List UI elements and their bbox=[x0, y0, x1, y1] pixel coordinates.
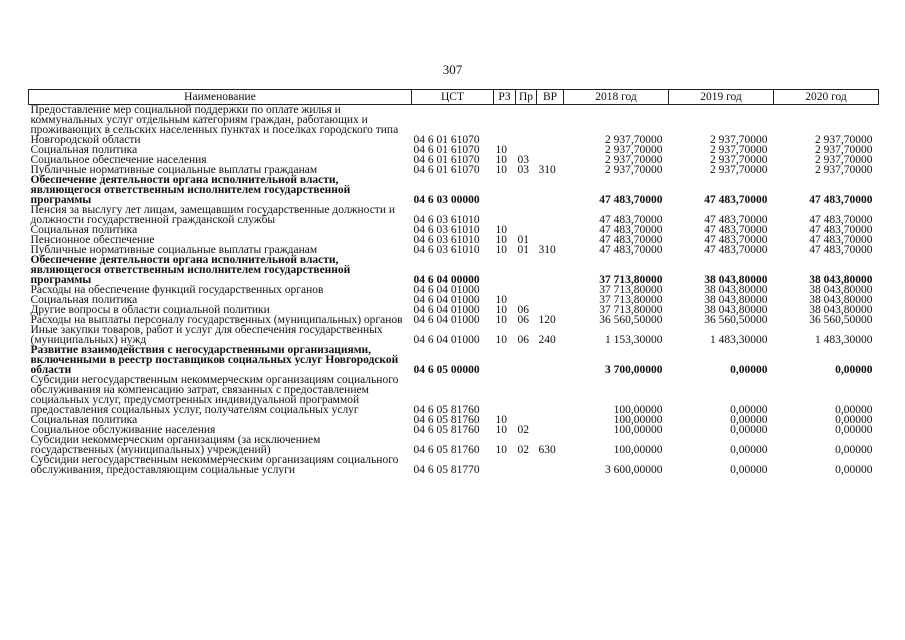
row-rz bbox=[494, 255, 516, 285]
row-value-2019: 0,00000 bbox=[730, 364, 768, 376]
row-cst: 04 6 05 81760 bbox=[413, 444, 480, 456]
row-vr bbox=[537, 455, 564, 475]
row-vr bbox=[537, 345, 564, 375]
row-pr: 03 bbox=[517, 154, 529, 166]
row-vr bbox=[537, 295, 564, 305]
row-name: Субсидии негосударственным некоммерческим организациям социального обслуживания на компенсацию затрат, связанных с предоставлением социальных услуг, предусмотренных индивидуальной программой предоставления социальных услуг, получателям социальных услуг bbox=[30, 374, 399, 416]
row-cst: 04 6 05 81760 bbox=[413, 424, 480, 436]
row-value-2020: 38 043,80000 bbox=[809, 294, 873, 306]
table-row bbox=[29, 255, 879, 285]
row-value-2018: 36 560,50000 bbox=[599, 314, 663, 326]
row-value-2018: 2 937,70000 bbox=[605, 134, 663, 146]
row-vr bbox=[537, 375, 564, 415]
header-vr: ВР bbox=[537, 90, 564, 105]
row-rz bbox=[494, 105, 516, 146]
row-value-2019: 0,00000 bbox=[730, 404, 768, 416]
row-value-2020: 36 560,50000 bbox=[809, 314, 873, 326]
row-value-2018: 47 483,70000 bbox=[599, 224, 663, 236]
row-vr bbox=[537, 175, 564, 205]
row-pr bbox=[516, 205, 537, 225]
row-value-2019: 2 937,70000 bbox=[710, 164, 768, 176]
row-value-2018: 37 713,80000 bbox=[599, 304, 663, 316]
row-value-2020: 2 937,70000 bbox=[815, 154, 873, 166]
row-value-2020: 0,00000 bbox=[835, 464, 873, 476]
row-vr bbox=[537, 255, 564, 285]
row-cst: 04 6 03 00000 bbox=[413, 194, 480, 206]
row-vr: 310 bbox=[538, 244, 556, 256]
header-2020: 2020 год bbox=[774, 90, 879, 105]
row-value-2018: 37 713,80000 bbox=[599, 294, 663, 306]
row-pr bbox=[516, 175, 537, 205]
row-value-2020: 38 043,80000 bbox=[809, 274, 873, 286]
row-cst: 04 6 03 61010 bbox=[413, 244, 480, 256]
row-value-2019: 2 937,70000 bbox=[710, 134, 768, 146]
header-2019: 2019 год bbox=[669, 90, 774, 105]
table-body bbox=[29, 105, 879, 476]
row-value-2020: 47 483,70000 bbox=[809, 234, 873, 246]
row-cst: 04 6 01 61070 bbox=[413, 134, 480, 146]
row-rz bbox=[494, 175, 516, 205]
row-rz: 10 bbox=[495, 144, 507, 156]
row-vr: 310 bbox=[538, 164, 556, 176]
row-cst: 04 6 04 01000 bbox=[413, 334, 480, 346]
row-value-2019: 2 937,70000 bbox=[710, 144, 768, 156]
row-value-2020: 47 483,70000 bbox=[809, 224, 873, 236]
row-pr: 06 bbox=[517, 334, 529, 346]
row-value-2019: 47 483,70000 bbox=[704, 234, 768, 246]
row-value-2018: 37 713,80000 bbox=[599, 274, 663, 286]
row-value-2018: 100,00000 bbox=[613, 404, 663, 416]
row-value-2019: 2 937,70000 bbox=[710, 154, 768, 166]
header-name: Наименование bbox=[29, 90, 412, 105]
row-value-2019: 38 043,80000 bbox=[704, 294, 768, 306]
row-cst: 04 6 01 61070 bbox=[413, 164, 480, 176]
row-name: Иные закупки товаров, работ и услуг для обеспечения государственных (муниципальных) нужд bbox=[30, 324, 383, 346]
row-value-2019: 36 560,50000 bbox=[704, 314, 768, 326]
row-name: Публичные нормативные социальные выплаты гражданам bbox=[30, 164, 318, 176]
row-pr bbox=[516, 255, 537, 285]
row-vr bbox=[537, 285, 564, 295]
header-pr: Пр bbox=[516, 90, 537, 105]
table-row bbox=[29, 435, 879, 455]
row-pr: 06 bbox=[517, 314, 529, 326]
header-cst: ЦСТ bbox=[412, 90, 494, 105]
row-rz: 10 bbox=[495, 424, 507, 436]
row-rz: 10 bbox=[495, 314, 507, 326]
row-value-2018: 1 153,30000 bbox=[605, 334, 663, 346]
row-value-2020: 38 043,80000 bbox=[809, 284, 873, 296]
row-value-2018: 100,00000 bbox=[613, 444, 663, 456]
row-name: Публичные нормативные социальные выплаты гражданам bbox=[30, 244, 318, 256]
row-pr bbox=[516, 375, 537, 415]
row-value-2019: 47 483,70000 bbox=[704, 214, 768, 226]
row-value-2020: 0,00000 bbox=[835, 414, 873, 426]
row-value-2019: 38 043,80000 bbox=[704, 274, 768, 286]
row-value-2018: 47 483,70000 bbox=[599, 234, 663, 246]
row-cst: 04 6 05 81760 bbox=[413, 414, 480, 426]
row-value-2018: 47 483,70000 bbox=[599, 244, 663, 256]
row-rz: 10 bbox=[495, 444, 507, 456]
row-value-2019: 0,00000 bbox=[730, 424, 768, 436]
row-rz: 10 bbox=[495, 164, 507, 176]
row-value-2020: 0,00000 bbox=[835, 444, 873, 456]
row-rz: 10 bbox=[495, 154, 507, 166]
row-value-2019: 47 483,70000 bbox=[704, 194, 768, 206]
row-name: Расходы на обеспечение функций государственных органов bbox=[30, 284, 324, 296]
row-cst: 04 6 01 61070 bbox=[413, 154, 480, 166]
row-name: Субсидии негосударственным некоммерческим организациям социального обслуживания, предоставляющим социальные услуги bbox=[30, 454, 399, 476]
table-row bbox=[29, 455, 879, 475]
row-vr: 630 bbox=[538, 444, 556, 456]
row-name: Расходы на выплаты персоналу государственных (муниципальных) органов bbox=[30, 314, 403, 326]
row-pr bbox=[516, 285, 537, 295]
row-cst: 04 6 05 81770 bbox=[413, 464, 480, 476]
row-rz: 10 bbox=[495, 294, 507, 306]
row-pr: 02 bbox=[517, 424, 529, 436]
row-vr: 240 bbox=[538, 334, 556, 346]
row-cst: 04 6 04 01000 bbox=[413, 294, 480, 306]
row-name: Другие вопросы в области социальной политики bbox=[30, 304, 270, 316]
row-cst: 04 6 05 81760 bbox=[413, 404, 480, 416]
row-value-2018: 37 713,80000 bbox=[599, 284, 663, 296]
row-pr: 02 bbox=[517, 444, 529, 456]
row-value-2020: 38 043,80000 bbox=[809, 304, 873, 316]
row-pr: 03 bbox=[517, 164, 529, 176]
row-rz bbox=[494, 455, 516, 475]
row-value-2020: 2 937,70000 bbox=[815, 134, 873, 146]
row-value-2019: 47 483,70000 bbox=[704, 224, 768, 236]
row-name: Социальная политика bbox=[30, 224, 138, 236]
row-name: Обеспечение деятельности органа исполнительной власти, являющегося ответственным исполнителем государственной программы bbox=[30, 174, 351, 206]
row-rz: 10 bbox=[495, 304, 507, 316]
row-pr: 06 bbox=[517, 304, 529, 316]
row-value-2018: 100,00000 bbox=[613, 414, 663, 426]
table-row bbox=[29, 105, 879, 146]
page-number: 307 bbox=[442, 62, 463, 77]
row-value-2020: 47 483,70000 bbox=[809, 194, 873, 206]
row-vr: 120 bbox=[538, 314, 556, 326]
row-cst: 04 6 05 00000 bbox=[413, 364, 480, 376]
row-name: Социальное обслуживание населения bbox=[30, 424, 216, 436]
row-value-2018: 2 937,70000 bbox=[605, 154, 663, 166]
row-value-2019: 38 043,80000 bbox=[704, 304, 768, 316]
row-pr: 01 bbox=[517, 234, 529, 246]
row-vr bbox=[537, 425, 564, 435]
row-vr bbox=[537, 225, 564, 235]
row-name: Социальная политика bbox=[30, 144, 138, 156]
row-name: Пенсия за выслугу лет лицам, замещавшим государственные должности и должности государственной гражданской службы bbox=[30, 204, 396, 226]
table-row bbox=[29, 375, 879, 415]
table-header-row bbox=[29, 90, 879, 105]
header-rz: РЗ bbox=[494, 90, 516, 105]
row-value-2018: 3 700,00000 bbox=[605, 364, 663, 376]
row-value-2018: 3 600,00000 bbox=[605, 464, 663, 476]
row-cst: 04 6 04 01000 bbox=[413, 304, 480, 316]
row-name: Субсидии некоммерческим организациям (за исключением государственных (муниципальных) учреждений) bbox=[30, 434, 321, 456]
row-rz: 10 bbox=[495, 414, 507, 426]
row-name: Предоставление мер социальной поддержки по оплате жилья и коммунальных услуг отдельным категориям граждан, работающих и проживающих в сельских населенных пунктах и поселках городского типа Новгородской области bbox=[30, 104, 399, 146]
budget-table bbox=[28, 89, 879, 475]
row-rz bbox=[494, 375, 516, 415]
row-value-2019: 38 043,80000 bbox=[704, 284, 768, 296]
table-row bbox=[29, 345, 879, 375]
row-value-2020: 1 483,30000 bbox=[815, 334, 873, 346]
row-rz bbox=[494, 205, 516, 225]
row-value-2019: 0,00000 bbox=[730, 444, 768, 456]
row-cst: 04 6 04 01000 bbox=[413, 284, 480, 296]
row-value-2020: 0,00000 bbox=[835, 364, 873, 376]
row-value-2019: 0,00000 bbox=[730, 414, 768, 426]
row-value-2018: 2 937,70000 bbox=[605, 144, 663, 156]
row-cst: 04 6 03 61010 bbox=[413, 234, 480, 246]
row-rz bbox=[494, 345, 516, 375]
row-cst: 04 6 03 61010 bbox=[413, 224, 480, 236]
row-cst: 04 6 01 61070 bbox=[413, 144, 480, 156]
row-rz: 10 bbox=[495, 334, 507, 346]
row-value-2020: 47 483,70000 bbox=[809, 244, 873, 256]
row-name: Социальная политика bbox=[30, 294, 138, 306]
row-value-2018: 100,00000 bbox=[613, 424, 663, 436]
row-vr bbox=[537, 105, 564, 146]
row-vr bbox=[537, 205, 564, 225]
row-value-2020: 0,00000 bbox=[835, 424, 873, 436]
row-name: Обеспечение деятельности органа исполнительной власти, являющегося ответственным исполнителем государственной программы bbox=[30, 254, 351, 286]
row-name: Пенсионное обеспечение bbox=[30, 234, 155, 246]
row-name: Социальное обеспечение населения bbox=[30, 154, 207, 166]
row-pr bbox=[516, 455, 537, 475]
row-value-2019: 47 483,70000 bbox=[704, 244, 768, 256]
row-cst: 04 6 03 61010 bbox=[413, 214, 480, 226]
row-pr bbox=[516, 105, 537, 146]
row-rz: 10 bbox=[495, 224, 507, 236]
table-row bbox=[29, 325, 879, 345]
row-vr bbox=[537, 415, 564, 425]
row-value-2020: 0,00000 bbox=[835, 404, 873, 416]
row-value-2020: 2 937,70000 bbox=[815, 164, 873, 176]
row-name: Социальная политика bbox=[30, 414, 138, 426]
row-value-2020: 47 483,70000 bbox=[809, 214, 873, 226]
row-cst: 04 6 04 00000 bbox=[413, 274, 480, 286]
row-value-2018: 47 483,70000 bbox=[599, 194, 663, 206]
row-rz: 10 bbox=[495, 234, 507, 246]
row-value-2018: 47 483,70000 bbox=[599, 214, 663, 226]
row-name: Развитие взаимодействия с негосударственными организациями, включенными в реестр поставщиков социальных услуг Новгородской области bbox=[30, 344, 399, 376]
row-value-2020: 2 937,70000 bbox=[815, 144, 873, 156]
row-pr: 01 bbox=[517, 244, 529, 256]
row-rz: 10 bbox=[495, 244, 507, 256]
row-value-2019: 1 483,30000 bbox=[710, 334, 768, 346]
table-row bbox=[29, 175, 879, 205]
row-value-2018: 2 937,70000 bbox=[605, 164, 663, 176]
row-value-2019: 0,00000 bbox=[730, 464, 768, 476]
header-2018: 2018 год bbox=[564, 90, 669, 105]
row-pr bbox=[516, 345, 537, 375]
row-cst: 04 6 04 01000 bbox=[413, 314, 480, 326]
table-row bbox=[29, 205, 879, 225]
row-vr bbox=[537, 145, 564, 155]
